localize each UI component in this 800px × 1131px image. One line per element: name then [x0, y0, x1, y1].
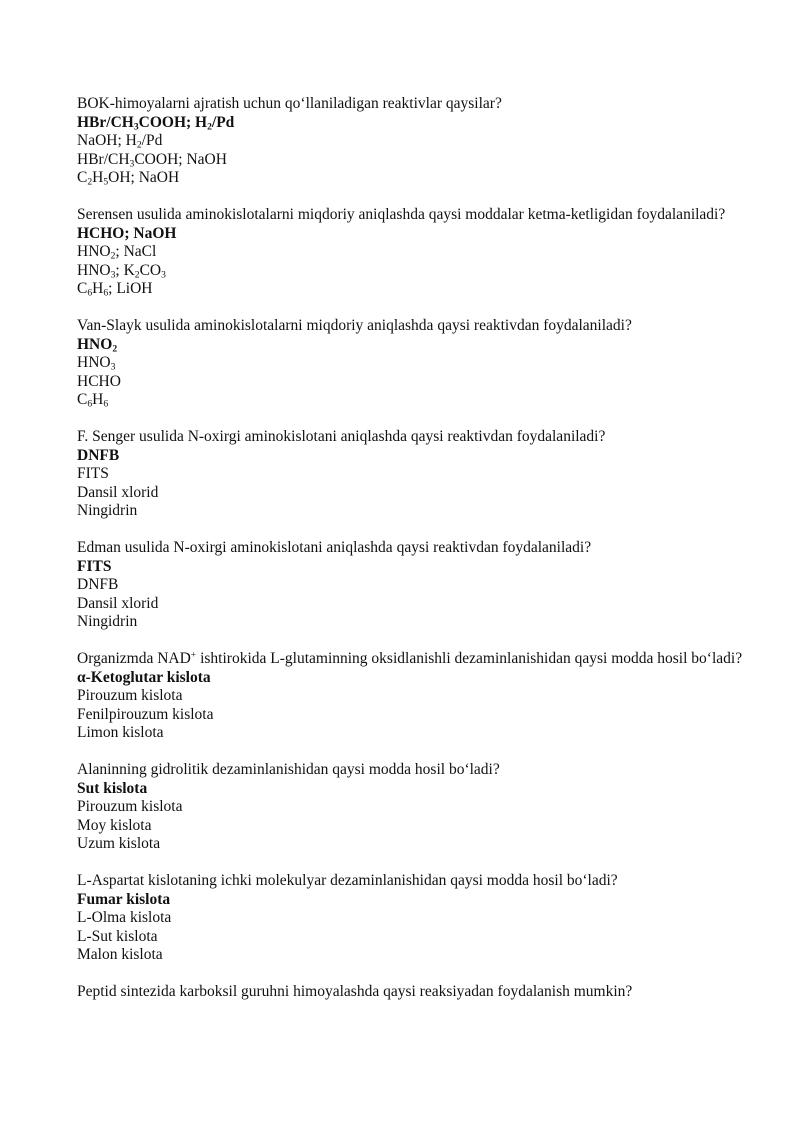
question-text: Alaninning gidrolitik dezaminlanishidan qaysi modda hosil bo‘ladi?	[77, 761, 500, 778]
correct-answer: HCHO; NaOH	[77, 224, 177, 242]
question-block	[77, 317, 743, 410]
question-list	[77, 95, 743, 1020]
answer-option: $C_6H_6$	[77, 391, 109, 410]
question-text: Van-Slayk usulida aminokislotalarni miqdoriy aniqlashda qaysi reaktivdan foydalaniladi?	[77, 317, 632, 334]
question-text: BOK-himoyalarni ajratish uchun qo‘llaniladigan reaktivlar qaysilar?	[77, 95, 502, 112]
question-block	[77, 650, 743, 743]
answer-option: $C_2H_5OH$; NaOH	[77, 169, 180, 188]
answer-option: NaOH; $H_2/Pd$	[77, 132, 163, 151]
answer-option: Uzum kislota	[77, 835, 161, 852]
correct-answer: DNFB	[77, 446, 120, 464]
answer-option: Limon kislota	[77, 724, 164, 741]
question-block	[77, 761, 743, 854]
correct-answer: Sut kislota	[77, 779, 148, 797]
question-text: Serensen usulida aminokislotalarni miqdoriy aniqlashda qaysi moddalar ketma-ketligidan foydalaniladi?	[77, 206, 726, 223]
answer-option: $HNO_3$	[77, 354, 116, 373]
answer-option: Ningidrin	[77, 613, 138, 630]
answer-option: DNFB	[77, 576, 119, 593]
question-text: Edman usulida N-oxirgi aminokislotani aniqlashda qaysi reaktivdan foydalaniladi?	[77, 539, 592, 556]
answer-option: HBr/$CH_3COOH$; NaOH	[77, 150, 227, 169]
answer-option: $HNO_2$; NaCl	[77, 243, 157, 262]
question-block	[77, 206, 743, 299]
answer-option: L-Sut kislota	[77, 927, 158, 945]
question-text: Organizmda NAD+ ishtirokida L-glutaminning oksidlanishli dezaminlanishidan qaysi modda hosil bo‘ladi?	[77, 649, 743, 667]
answer-option: FITS	[77, 465, 109, 482]
question-block	[77, 983, 743, 1002]
answer-option: Ningidrin	[77, 502, 138, 519]
question-block	[77, 428, 743, 521]
answer-option: Pirouzum kislota	[77, 798, 183, 815]
answer-option: Malon kislota	[77, 946, 163, 963]
correct-answer: Fumar kislota	[77, 890, 171, 908]
answer-option: $HNO_3$; $K_2CO_3$	[77, 261, 166, 280]
answer-option: L-Olma kislota	[77, 909, 172, 926]
answer-option: $C_6H_6$; LiOH	[77, 280, 153, 299]
question-block	[77, 539, 743, 632]
correct-answer: $HNO_2$	[77, 335, 118, 354]
answer-option: Pirouzum kislota	[77, 687, 183, 704]
question-text: L-Aspartat kislotaning ichki molekulyar dezaminlanishidan qaysi modda hosil bo‘ladi?	[77, 872, 618, 889]
answer-option: Moy kislota	[77, 816, 152, 834]
correct-answer: HBr/$CH_3COOH$; $H_2/Pd$	[77, 113, 235, 132]
answer-option: Dansil xlorid	[77, 594, 159, 612]
question-text: F. Senger usulida N-oxirgi aminokislotani aniqlashda qaysi reaktivdan foydalaniladi?	[77, 428, 606, 445]
correct-answer: FITS	[77, 557, 112, 575]
question-block	[77, 872, 743, 965]
answer-option: Fenilpirouzum kislota	[77, 705, 214, 723]
question-text: Peptid sintezida karboksil guruhni himoyalashda qaysi reaksiyadan foydalanish mumkin?	[77, 983, 633, 1000]
answer-option: Dansil xlorid	[77, 483, 159, 501]
correct-answer: α-Ketoglutar kislota	[77, 668, 211, 686]
question-block	[77, 95, 743, 188]
answer-option: HCHO	[77, 372, 121, 390]
